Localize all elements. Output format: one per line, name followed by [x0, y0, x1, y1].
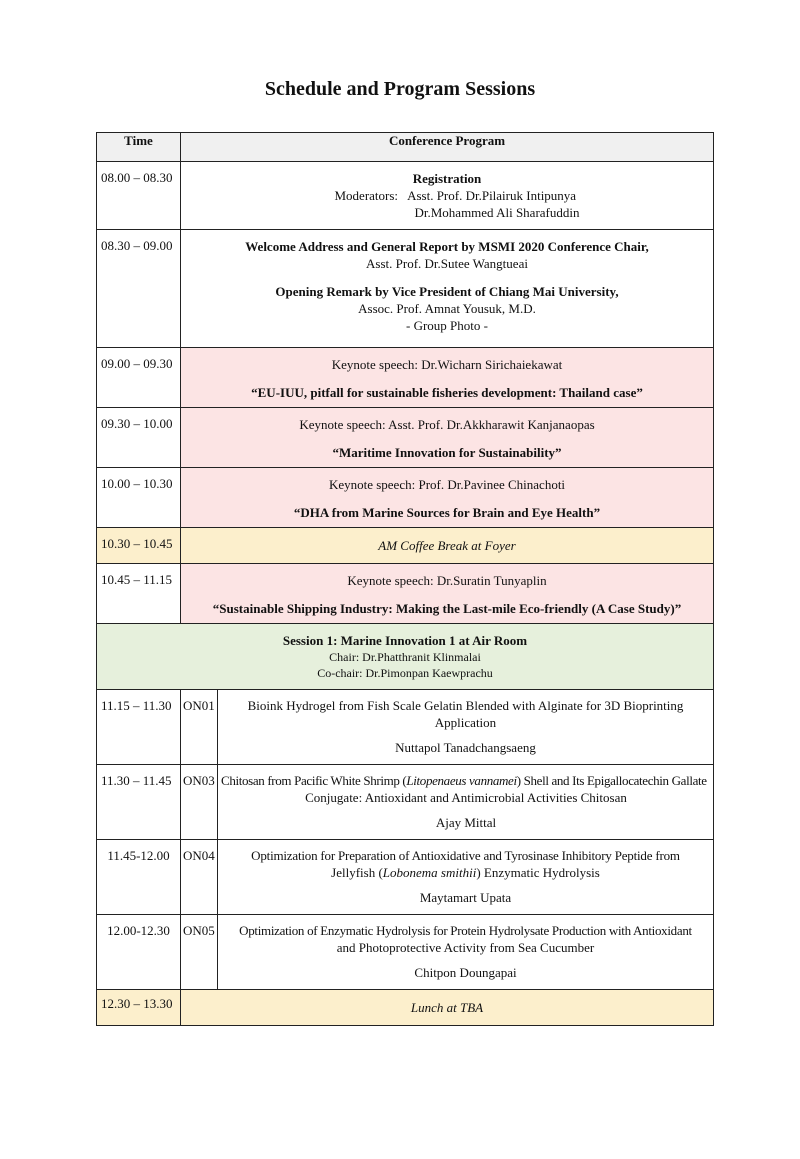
paper-title-line-2: Conjugate: Antioxidant and Antimicrobial Activities Chitosan	[305, 790, 627, 805]
paper-title-line-1	[221, 772, 711, 789]
session-header-row	[97, 624, 714, 690]
keynote-cell	[181, 468, 714, 528]
keynote-speaker: Keynote speech: Asst. Prof. Dr.Akkharawit Kanjanaopas	[299, 417, 595, 432]
paper-code: ON03	[181, 765, 218, 840]
moderators	[182, 187, 712, 221]
paper-title-part: ) Shell and Its Epigallocatechin Gallate	[516, 773, 707, 788]
keynote-topic: “Sustainable Shipping Industry: Making the Last-mile Eco-friendly (A Case Study)”	[212, 601, 682, 616]
welcome-address: Welcome Address and General Report by MSMI 2020 Conference Chair,	[245, 239, 649, 254]
paper-author: Nuttapol Tanadchangsaeng	[395, 740, 536, 755]
keynote-row	[97, 564, 714, 624]
page-title: Schedule and Program Sessions	[264, 78, 536, 100]
time-cell: 11.15 – 11.30	[97, 690, 181, 765]
time-cell: 12.00-12.30	[97, 915, 181, 990]
opening-remark: Opening Remark by Vice President of Chiang Mai University,	[275, 284, 619, 299]
keynote-cell	[181, 564, 714, 624]
paper-title-line-1: Bioink Hydrogel from Fish Scale Gelatin Blended with Alginate for 3D Bioprinting	[247, 698, 684, 713]
registration-cell	[181, 162, 714, 230]
opening-row	[97, 230, 714, 348]
time-cell: 08.30 – 09.00	[97, 230, 181, 348]
table-header-row	[97, 133, 714, 162]
paper-row	[97, 915, 714, 990]
lunch-row	[97, 990, 714, 1026]
paper-title-line-1: Optimization for Preparation of Antioxidative and Tyrosinase Inhibitory Peptide from	[251, 848, 680, 863]
group-photo: - Group Photo -	[406, 318, 488, 333]
paper-title-line-2: and Photoprotective Activity from Sea Cucumber	[336, 940, 595, 955]
paper-cell	[218, 915, 714, 990]
opening-cell	[181, 230, 714, 348]
paper-author: Chitpon Doungapai	[414, 965, 517, 980]
keynote-topic: “EU-IUU, pitfall for sustainable fisheries development: Thailand case”	[251, 385, 643, 400]
moderator-2: Dr.Mohammed Ali Sharafuddin	[414, 205, 580, 220]
paper-title-part: Jellyfish (	[331, 865, 383, 880]
keynote-row	[97, 468, 714, 528]
paper-title-line-2: Application	[434, 715, 497, 730]
time-cell: 10.45 – 11.15	[97, 564, 181, 624]
paper-title-line-2	[220, 864, 711, 881]
keynote-topic: “Maritime Innovation for Sustainability”	[332, 445, 562, 460]
time-cell: 12.30 – 13.30	[97, 990, 181, 1026]
paper-code: ON04	[181, 840, 218, 915]
keynote-speaker: Keynote speech: Dr.Suratin Tunyaplin	[347, 573, 547, 588]
time-cell: 11.30 – 11.45	[97, 765, 181, 840]
paper-title-part: Chitosan from Pacific White Shrimp (	[221, 773, 407, 788]
session-header-cell	[97, 624, 714, 690]
paper-row	[97, 840, 714, 915]
moderator-1: Asst. Prof. Dr.Pilairuk Intipunya	[407, 188, 577, 203]
paper-row	[97, 765, 714, 840]
keynote-cell	[181, 408, 714, 468]
time-cell: 10.30 – 10.45	[97, 528, 181, 564]
schedule-table	[96, 132, 714, 1026]
lunch-label: Lunch at TBA	[181, 990, 714, 1026]
keynote-topic: “DHA from Marine Sources for Brain and Eye Health”	[293, 505, 601, 520]
paper-cell	[218, 765, 714, 840]
time-cell: 09.30 – 10.00	[97, 408, 181, 468]
keynote-cell	[181, 348, 714, 408]
time-cell: 09.00 – 09.30	[97, 348, 181, 408]
species-name: Lobonema smithii	[382, 865, 477, 880]
coffee-break-row	[97, 528, 714, 564]
paper-author: Maytamart Upata	[419, 890, 512, 905]
paper-row	[97, 690, 714, 765]
keynote-row	[97, 408, 714, 468]
paper-title-part: ) Enzymatic Hydrolysis	[476, 865, 600, 880]
session-chair: Chair: Dr.Phatthranit Klinmalai	[329, 650, 481, 664]
paper-code: ON01	[181, 690, 218, 765]
keynote-row	[97, 348, 714, 408]
keynote-speaker: Keynote speech: Dr.Wicharn Sirichaiekawat	[331, 357, 563, 372]
remark-speaker: Assoc. Prof. Amnat Yousuk, M.D.	[358, 301, 536, 316]
header-time: Time	[97, 133, 181, 162]
time-cell: 08.00 – 08.30	[97, 162, 181, 230]
keynote-speaker: Keynote speech: Prof. Dr.Pavinee Chinachoti	[328, 477, 566, 492]
registration-row	[97, 162, 714, 230]
species-name: Litopenaeus vannamei	[406, 773, 517, 788]
session-title: Session 1: Marine Innovation 1 at Air Room	[282, 633, 528, 648]
time-cell: 10.00 – 10.30	[97, 468, 181, 528]
header-program: Conference Program	[181, 133, 714, 162]
paper-code: ON05	[181, 915, 218, 990]
welcome-speaker: Asst. Prof. Dr.Sutee Wangtueai	[366, 256, 528, 271]
paper-cell	[218, 690, 714, 765]
paper-cell	[218, 840, 714, 915]
coffee-break-label: AM Coffee Break at Foyer	[181, 528, 714, 564]
time-cell: 11.45-12.00	[97, 840, 181, 915]
session-cochair: Co-chair: Dr.Pimonpan Kaewprachu	[317, 666, 493, 680]
moderators-label: Moderators:	[334, 188, 399, 203]
registration-title: Registration	[412, 171, 482, 186]
paper-title-line-1: Optimization of Enzymatic Hydrolysis for Protein Hydrolysate Production with Antioxidant	[239, 923, 692, 938]
paper-author: Ajay Mittal	[435, 815, 497, 830]
